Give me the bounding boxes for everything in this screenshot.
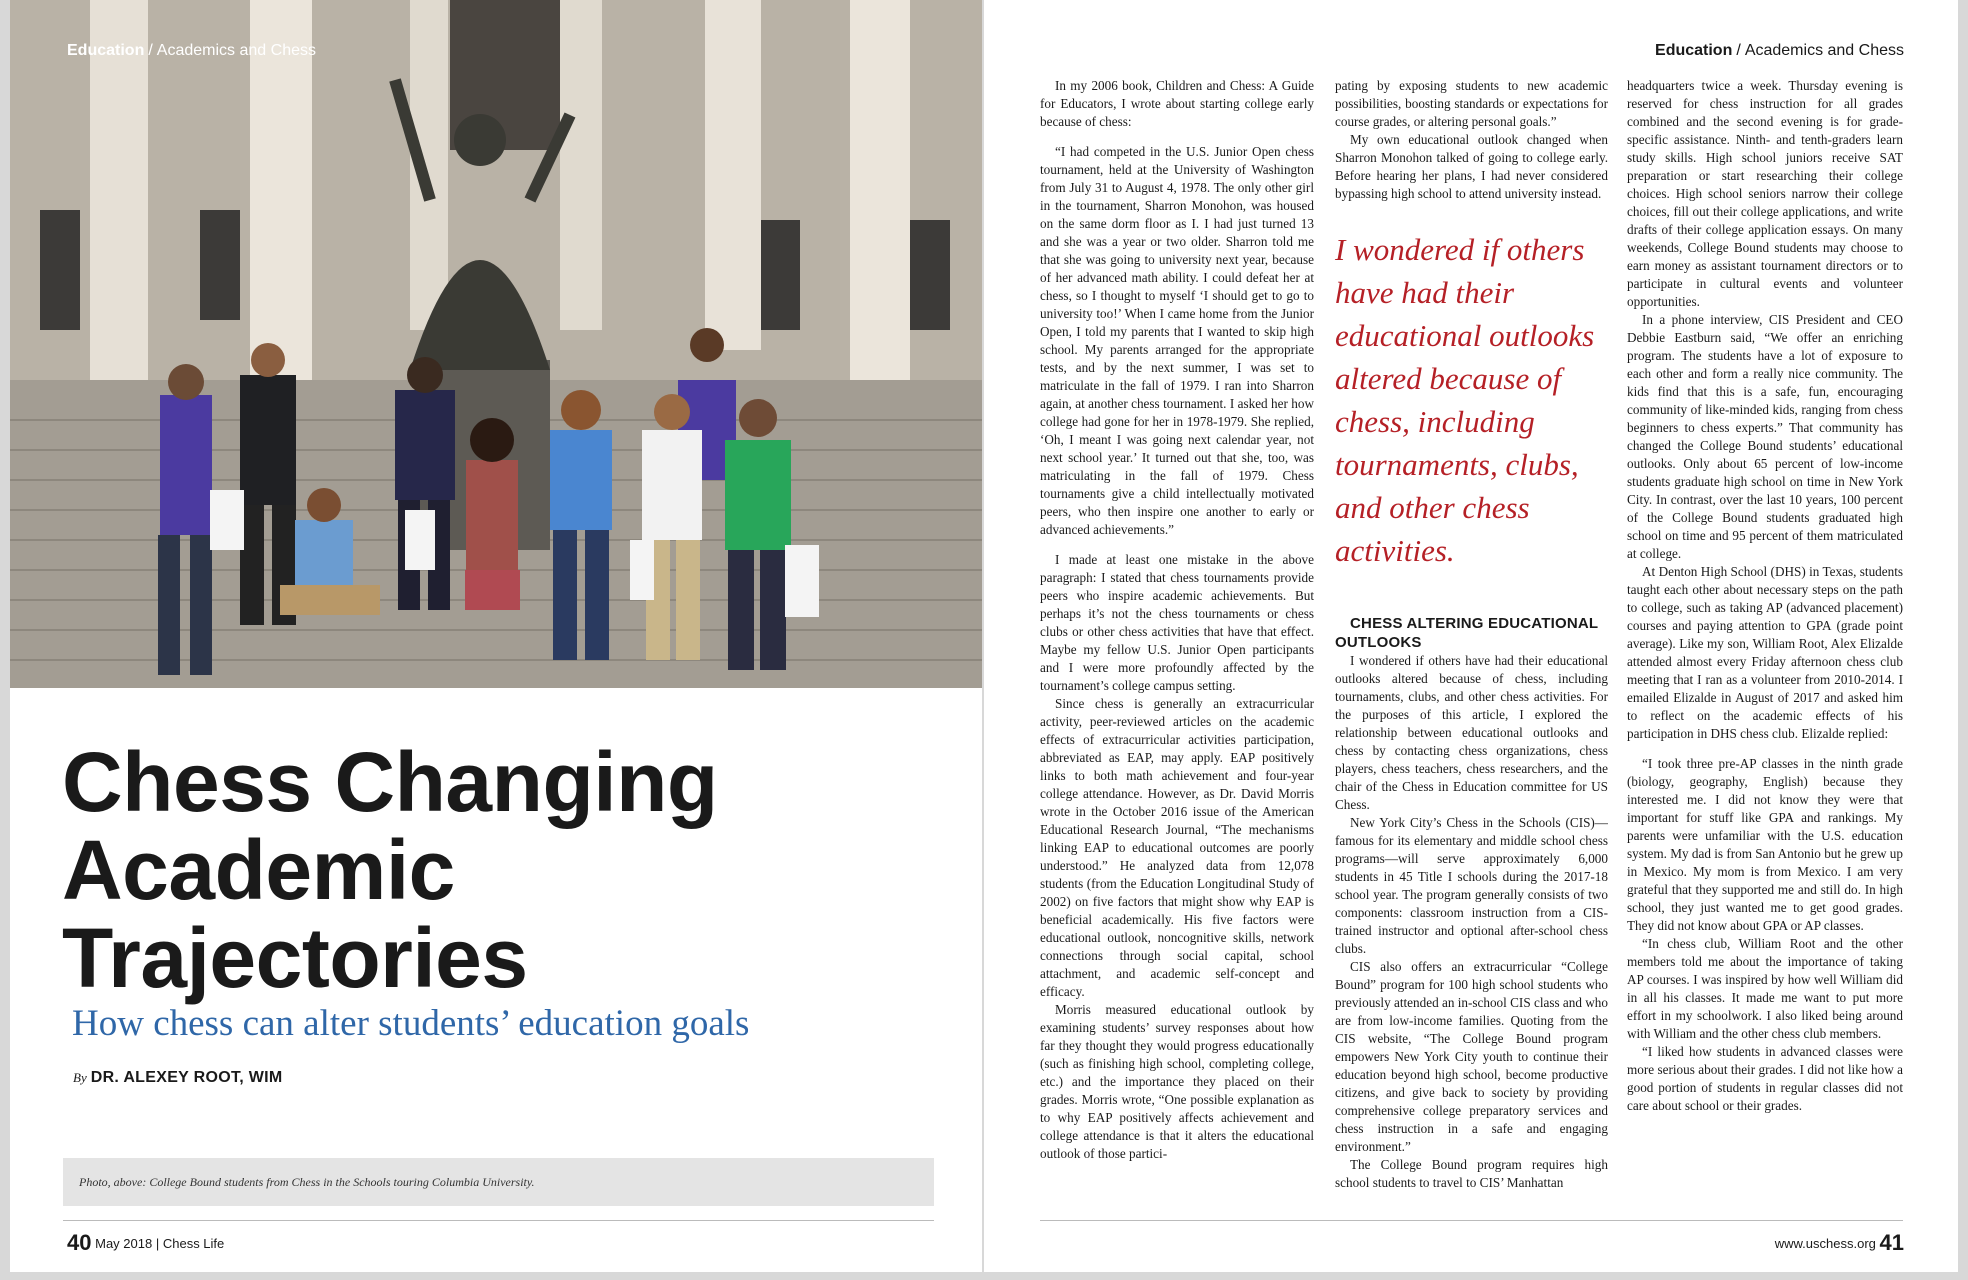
folio-left [67, 1230, 224, 1256]
running-head-right [1655, 42, 1904, 60]
article-deck: How chess can alter students’ education goals [72, 1003, 750, 1044]
paragraph: “I took three pre-AP classes in the ninth grade (biology, geography, English) because they interested me. I did not know they were that important for stuff like GPA and rankings. My parents were unfamiliar with the U.S. education system. My dad is from San Antonio but he grew up in Mexico. My mom is from Mexico. I am very grateful that they supported me and still do. In high school, they just wanted me to get good grades. They did not know about GPA or AP classes. [1627, 756, 1903, 933]
running-head-section: Education [1655, 42, 1733, 59]
paragraph: The College Bound program requires high school students to travel to CIS’ Manhattan [1335, 1157, 1608, 1190]
paragraph: I made at least one mistake in the above paragraph: I stated that chess tournaments provide peers who inspire academic achievements. But perhaps it’s not the chess tournaments or chess clubs or other chess activities that have that effect. Maybe my fellow U.S. Junior Open participants and I were more profoundly affected by the tournament’s college campus setting. [1040, 552, 1314, 693]
paragraph: At Denton High School (DHS) in Texas, students taught each other about necessary steps on the path to college, such as taking AP (advanced placement) courses and paying attention to GPA (grade point average). Like my son, William Root, Alex Elizalde attended almost every Friday afternoon chess club meeting that I ran as a volunteer from 2010-2014. I emailed Elizalde in August of 2017 and asked him to reflect on the academic effects of his participation in DHS chess club. Elizalde replied: [1627, 564, 1903, 741]
magazine-name: Chess Life [162, 1236, 225, 1251]
cover-photo [10, 0, 982, 688]
paragraph: pating by exposing students to new academic possibilities, boosting standards or expectations for course grades, or altering personal goals.” [1335, 78, 1608, 129]
running-head-topic: Academics and Chess [156, 42, 316, 59]
pull-quote: I wondered if others have had their educational outlooks altered because of chess, including tournaments, clubs, and other chess activities. [1335, 232, 1595, 568]
page-number-left: 40 [67, 1230, 92, 1255]
article-headline: Chess Changing Academic Trajectories [62, 735, 718, 1005]
body-column-2-top [1335, 77, 1608, 217]
paragraph: Since chess is generally an extracurricular activity, peer-reviewed articles on the academic effects of extracurricular activities participation, abbreviated as EAP, may apply. EAP positively links to both math achievement and four-year college attendance. However, as Dr. David Morris wrote in the October 2016 issue of the American Educational Research Journal, “The mechanisms linking EAP to educational outcomes are poorly understood.” He analyzed data from 12,078 students (from the Education Longitudinal Study of 2002) on five factors that might show why EAP is beneficial academically. His five factors were educational outlook, noncognitive skills, network connections through social capital, school attachment, and academic self-concept and efficacy. [1040, 696, 1314, 999]
left-page [10, 0, 982, 1272]
website-url: www.uschess.org [1774, 1236, 1876, 1251]
folio-separator: | [155, 1236, 160, 1251]
footer-rule [63, 1220, 934, 1221]
footer-rule [1040, 1220, 1903, 1221]
paragraph: New York City’s Chess in the Schools (CIS)—famous for its elementary and middle school chess programs—will serve approximately 6,000 students in 45 Title I schools during the 2017-18 school year. The program generally consists of two components: classroom instruction from a CIS-trained instructor and optional after-school chess clubs. [1335, 815, 1608, 956]
issue-date: May 2018 [95, 1236, 153, 1251]
running-head-section: Education [67, 42, 145, 59]
byline-prefix: By [73, 1070, 87, 1085]
running-head-separator: / [148, 42, 153, 59]
right-page [984, 0, 1958, 1272]
paragraph: “In chess club, William Root and the other members told me about the importance of taking AP courses. I was inspired by how well William did in all his classes. It made me want to put more effort in my schoolwork. I also liked being around with William and the other chess club members. [1627, 936, 1903, 1041]
body-column-3 [1627, 77, 1903, 1222]
paragraph: In my 2006 book, Children and Chess: A Guide for Educators, I wrote about starting college early because of chess: [1040, 78, 1314, 129]
paragraph: “I had competed in the U.S. Junior Open chess tournament, held at the University of Washington from July 31 to August 4, 1978. The only other girl in the tournament, Sharron Monohon, was housed on the same dorm floor as I. I had just turned 13 and she was a year or two older. Sharron told me that she was going to university next year, because of her advanced math ability. I could defeat her at chess, so I thought to myself ‘I should get to go to university too!’ When I came home from the Junior Open, I told my parents that I wanted to skip high school. My parents arranged for the appropriate tests, and by the next summer, I was set to matriculate in the fall of 1979. I ran into Sharron again, at another chess tournament. I asked her how college had gone for her in 1978-1979. She replied, ‘Oh, I meant I was going next calendar year, not next school year.’ It turned out that she, too, was matriculating in the fall of 1979. Chess tournaments give a child intellectually motivated peers, who then inspire one another to early or advanced achievements.” [1040, 144, 1314, 537]
page-number-right: 41 [1879, 1230, 1904, 1255]
running-head-left [67, 42, 316, 60]
paragraph: headquarters twice a week. Thursday evening is reserved for chess instruction for all grades combined and the second evening is for grade-specific assistance. Ninth- and tenth-graders learn study skills. High school juniors receive SAT preparation or start researching their college choices. High school seniors narrow their college choices, fill out their college applications, and write drafts of their college application essays. On many weekends, College Bound students may choose to earn money as assistant tournament directors or to participate in cultural events and volunteer opportunities. [1627, 78, 1903, 309]
running-head-topic: Academics and Chess [1744, 42, 1904, 59]
running-head-separator: / [1736, 42, 1741, 59]
byline [73, 1069, 283, 1087]
folio-right [1775, 1230, 1904, 1256]
paragraph: Morris measured educational outlook by examining students’ survey responses about how far they thought they would progress educationally (such as finishing high school, completing college, etc.) and the importance they placed on their grades. Morris wrote, “One possible explanation as to why EAP positively affects achievement and college attendance is that it alters the educational outlook of those partici- [1040, 1002, 1314, 1161]
section-subhead: CHESS ALTERING EDUCATIONAL OUTLOOKS [1335, 615, 1598, 651]
paragraph: “I liked how students in advanced classes were more serious about their grades. I did not like how a good portion of students in regular classes did not care about school or their grades. [1627, 1044, 1903, 1113]
paragraph: I wondered if others have had their educational outlooks altered because of chess, including tournaments, clubs, and other chess activities. For the purposes of this article, I explored the relationship between educational outlooks and chess by contacting chess organizations, chess players, chess teachers, chess researchers, and the chair of the Chess in Education committee for US Chess. [1335, 653, 1608, 812]
paragraph: In a phone interview, CIS President and CEO Debbie Eastburn said, “We offer an enriching program. The students have a lot of exposure to each other and form a really nice community. The kids find that this is a safe, fun, encouraging community of like-minded kids, ranging from chess beginners to chess experts.” That community has changed the College Bound students’ educational outlooks. Only about 65 percent of low-income students graduate high school on time in New York City. In contrast, over the last 10 years, 100 percent of the College Bound students graduated high school on time and 95 percent of them matriculated at college. [1627, 312, 1903, 561]
body-column-2-bottom [1335, 614, 1608, 1222]
byline-author: DR. ALEXEY ROOT, WIM [90, 1069, 283, 1086]
body-column-1 [1040, 77, 1314, 1222]
paragraph: CIS also offers an extracurricular “College Bound” program for 100 high school students who previously attended an in-school CIS class and who are from low-income families. Quoting from the CIS website, “The College Bound program empowers New York City youth to continue their education beyond high school, become productive citizens, and give back to society by providing comprehensive college preparatory services and chess instruction in a safe and engaging environment.” [1335, 959, 1608, 1154]
paragraph: My own educational outlook changed when Sharron Monohon talked of going to college early. Before hearing her plans, I had never considered bypassing high school to attend university instead. [1335, 132, 1608, 201]
photo-caption: Photo, above: College Bound students from Chess in the Schools touring Columbia University. [63, 1158, 934, 1206]
